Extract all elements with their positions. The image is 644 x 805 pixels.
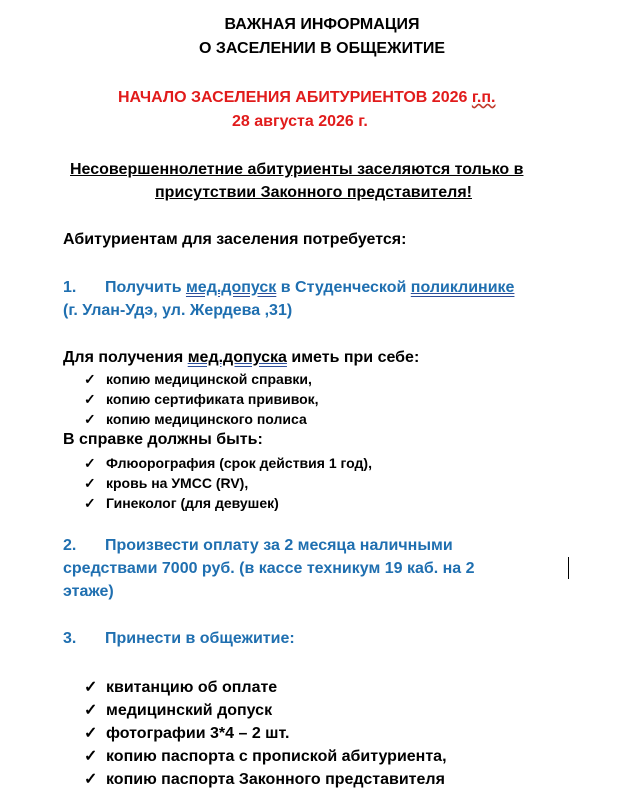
step3-item-4-text: копию паспорта с пропиской абитуриента,: [106, 748, 447, 765]
step3-item-2-text: медицинский допуск: [106, 702, 273, 719]
text-cursor: [568, 557, 569, 579]
step3-item-1-text: квитанцию об оплате: [106, 679, 278, 696]
check-icon: ✓: [84, 748, 98, 765]
bring-item-2-text: копию сертификата прививок,: [106, 391, 319, 407]
step1-text-c: в Студенческой: [276, 279, 411, 296]
bring-item-1-text: копию медицинской справки,: [106, 371, 312, 387]
step1-text-b: мед.допуск: [185, 279, 277, 296]
certificate-item-1-text: Флюорография (срок действия 1 год),: [106, 455, 372, 471]
requirements-intro: Абитуриентам для заселения потребуется:: [63, 231, 407, 248]
title-line-2: О ЗАСЕЛЕНИИ В ОБЩЕЖИТИЕ: [198, 40, 446, 57]
step3-item-3-text: фотографии 3*4 – 2 шт.: [106, 725, 290, 742]
minors-line-1: Несовершеннолетние абитуриенты заселяются только в: [70, 161, 524, 178]
check-icon: ✓: [84, 455, 96, 471]
step2-line-2: средствами 7000 руб. (в кассе техникум 19 каб. на 2: [63, 560, 475, 577]
step1-line-1: [63, 279, 514, 297]
step2-line-3: этаже): [63, 583, 114, 600]
step3-item-4: [84, 746, 447, 766]
bring-intro: [63, 349, 419, 367]
step3-number: 3.: [63, 630, 77, 647]
certificate-item-3-text: Гинеколог (для девушек): [106, 495, 279, 511]
minors-line-2: присутствии Законного представителя!: [155, 184, 472, 201]
step2-line-1: [63, 537, 453, 555]
certificate-item-2: [84, 475, 248, 492]
step3-text: Принести в общежитие:: [105, 630, 295, 647]
step3-item-3: [84, 723, 289, 743]
step2-text: Произвести оплату за 2 месяца наличными: [105, 537, 453, 554]
step1-line-2: (г. Улан-Удэ, ул. Жердева ,31): [63, 302, 293, 319]
check-icon: ✓: [84, 391, 96, 407]
step1-text-a: Получить: [105, 279, 186, 296]
bring-item-3-text: копию медицинского полиса: [106, 411, 307, 427]
certificate-item-2-text: кровь на УМСС (RV),: [106, 475, 249, 491]
bring-intro-c: иметь при себе:: [286, 349, 420, 366]
check-icon: ✓: [84, 679, 98, 696]
check-icon: ✓: [84, 475, 96, 491]
certificate-item-1: [84, 455, 372, 472]
bring-intro-a: Для получения: [63, 349, 188, 366]
certificate-item-3: [84, 495, 279, 512]
start-line-1-main: НАЧАЛО ЗАСЕЛЕНИЯ АБИТУРИЕНТОВ 2026: [118, 89, 472, 106]
bring-intro-b: мед.допуска: [187, 349, 287, 366]
certificate-intro: В справке должны быть:: [63, 431, 263, 448]
bring-item-1: [84, 371, 312, 388]
start-line-1: [118, 89, 495, 107]
step3-item-5: [84, 769, 445, 789]
step1-text-d: поликлинике: [410, 279, 515, 296]
check-icon: ✓: [84, 725, 98, 742]
check-icon: ✓: [84, 371, 96, 387]
start-line-1-gp: г.п.: [471, 89, 496, 106]
step3-item-2: [84, 700, 272, 720]
step3-item-1: [84, 677, 277, 697]
title-line-1: ВАЖНАЯ ИНФОРМАЦИЯ: [224, 16, 420, 33]
step3-item-5-text: копию паспорта Законного представителя: [106, 771, 445, 788]
start-date: 28 августа 2026 г.: [232, 113, 368, 130]
step3-line: [63, 630, 295, 648]
step1-number: 1.: [63, 279, 77, 296]
bring-item-2: [84, 391, 319, 408]
check-icon: ✓: [84, 411, 96, 427]
step2-number: 2.: [63, 537, 77, 554]
check-icon: ✓: [84, 771, 98, 788]
check-icon: ✓: [84, 702, 98, 719]
bring-item-3: [84, 411, 307, 428]
check-icon: ✓: [84, 495, 96, 511]
